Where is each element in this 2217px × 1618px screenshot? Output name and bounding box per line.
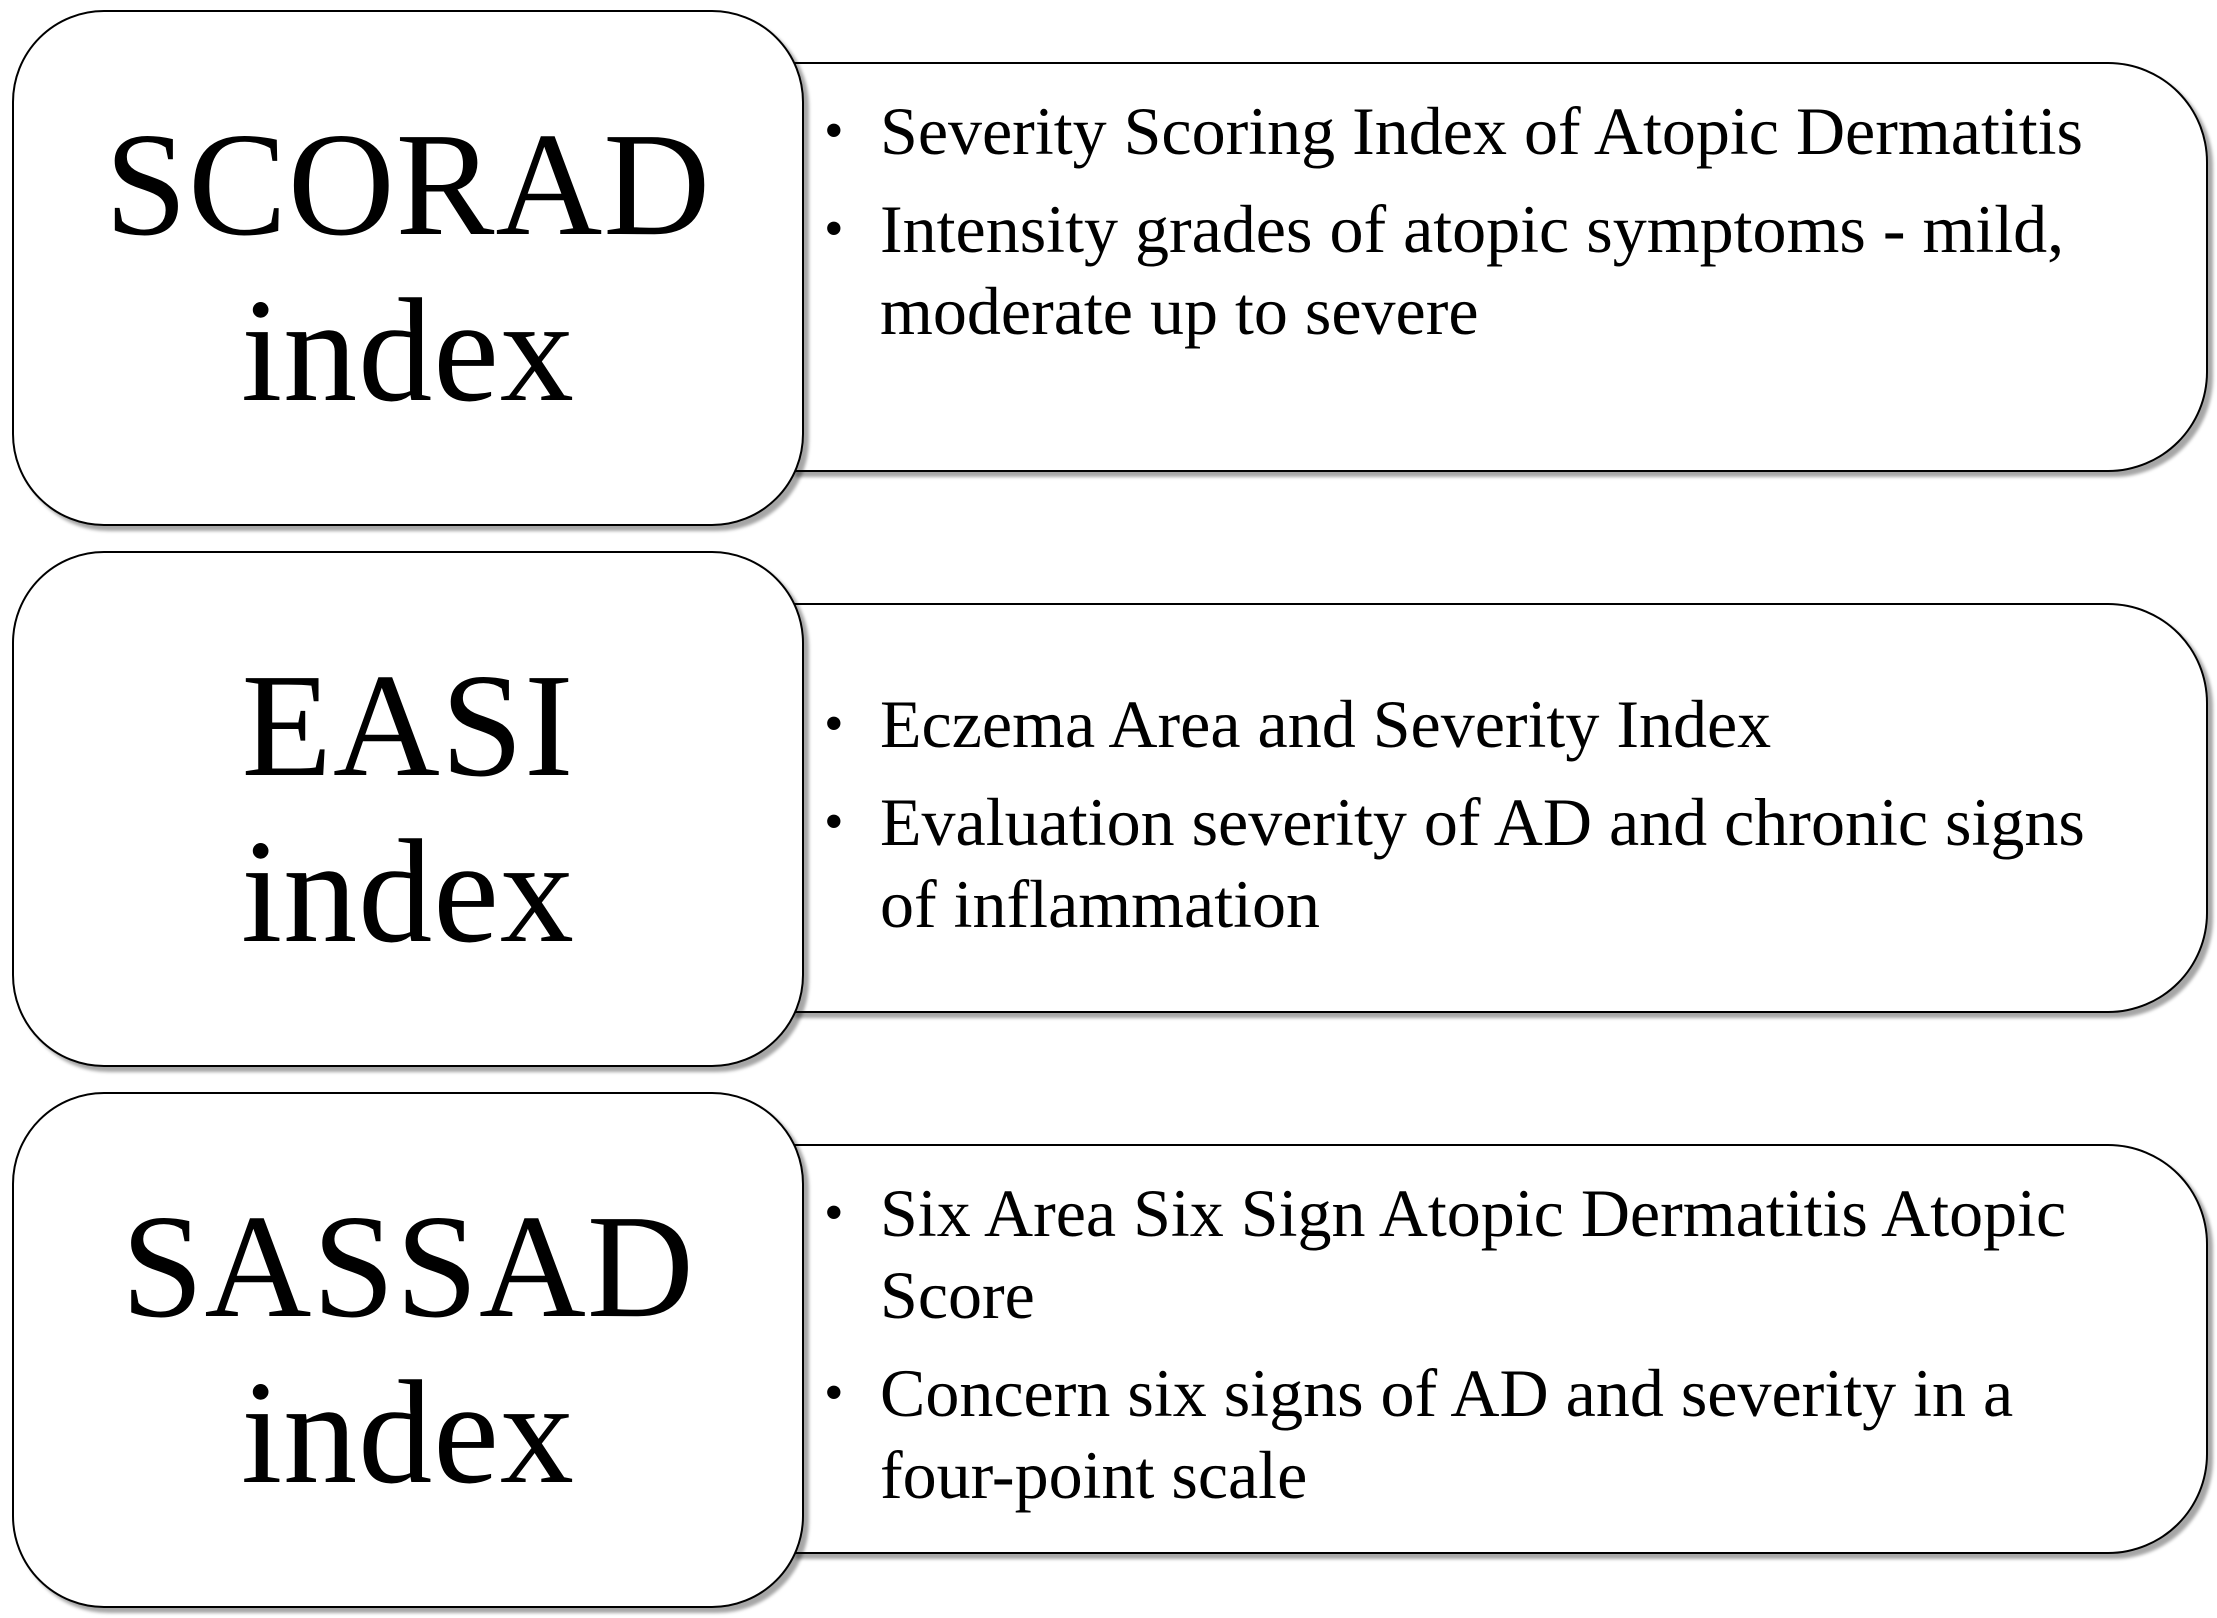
index-name: EASI xyxy=(241,644,575,808)
bullet-icon: • xyxy=(824,1362,844,1424)
bullet-icon: • xyxy=(824,100,844,162)
easi-detail-box xyxy=(790,603,2208,1013)
list-item xyxy=(824,90,2146,172)
bullet-text: Evaluation severity of AD and chronic signs of inflammation xyxy=(880,784,2085,942)
list-item xyxy=(824,1352,2146,1516)
bullet-text: Six Area Six Sign Atopic Dermatitis Atopic Score xyxy=(880,1175,2067,1333)
index-name: SCORAD xyxy=(104,103,712,267)
bullet-icon: • xyxy=(824,1182,844,1244)
bullet-text: Eczema Area and Severity Index xyxy=(880,686,1772,762)
list-item xyxy=(824,683,2146,765)
scorad-label-box xyxy=(12,10,804,526)
easi-label-box xyxy=(12,551,804,1067)
bullet-icon: • xyxy=(824,198,844,260)
scorad-bullet-list xyxy=(824,90,2146,352)
bullet-icon: • xyxy=(824,791,844,853)
list-item xyxy=(824,1172,2146,1336)
index-word: index xyxy=(241,1351,575,1515)
easi-bullet-list xyxy=(824,683,2146,945)
bullet-text: Severity Scoring Index of Atopic Dermatitis xyxy=(880,93,2083,169)
index-name: SASSAD xyxy=(121,1185,695,1349)
list-item xyxy=(824,188,2146,352)
index-row-scorad xyxy=(0,10,2217,528)
sassad-label-box xyxy=(12,1092,804,1608)
scorad-detail-box xyxy=(790,62,2208,472)
index-word: index xyxy=(241,269,575,433)
list-item xyxy=(824,781,2146,945)
sassad-detail-box xyxy=(790,1144,2208,1554)
index-row-sassad xyxy=(0,1092,2217,1610)
index-row-easi xyxy=(0,551,2217,1069)
bullet-icon: • xyxy=(824,693,844,755)
index-word: index xyxy=(241,810,575,974)
bullet-text: Intensity grades of atopic symptoms - mild, moderate up to severe xyxy=(880,191,2065,349)
bullet-text: Concern six signs of AD and severity in a four-point scale xyxy=(880,1355,2014,1513)
sassad-bullet-list xyxy=(824,1172,2146,1516)
